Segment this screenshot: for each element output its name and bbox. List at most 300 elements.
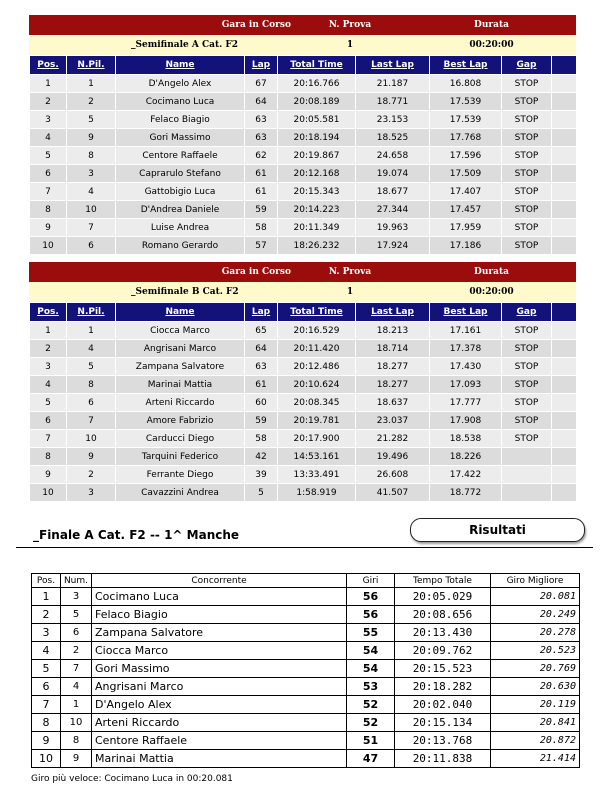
row-spacer — [552, 376, 577, 394]
row-total-time: 20:10.624 — [278, 376, 356, 394]
row-concorrente: Cocimano Luca — [92, 588, 347, 606]
row-num: 9 — [61, 750, 92, 768]
row-lap: 62 — [245, 147, 278, 165]
row-last-lap: 19.074 — [356, 165, 430, 183]
row-gap: STOP — [502, 183, 552, 201]
row-name: Felaco Biagio — [116, 111, 245, 129]
row-last-lap: 18.677 — [356, 183, 430, 201]
row-gap: STOP — [502, 376, 552, 394]
row-npil: 10 — [67, 430, 116, 448]
row-num: 4 — [61, 678, 92, 696]
row-best-lap: 17.768 — [430, 129, 502, 147]
col-name[interactable]: Name — [116, 303, 245, 322]
table-row — [30, 111, 577, 129]
durata-value: 00:20:00 — [469, 287, 514, 297]
table-row — [30, 237, 577, 255]
results-row — [32, 642, 580, 660]
table-row — [30, 165, 577, 183]
row-last-lap: 19.496 — [356, 448, 430, 466]
row-tempo-totale: 20:09.762 — [395, 642, 491, 660]
results-row — [32, 660, 580, 678]
col-best-lap[interactable]: Best Lap — [430, 56, 502, 75]
row-spacer — [552, 340, 577, 358]
row-total-time: 20:19.867 — [278, 147, 356, 165]
col-pos[interactable]: Pos. — [30, 56, 67, 75]
row-lap: 67 — [245, 75, 278, 93]
row-last-lap: 18.714 — [356, 340, 430, 358]
row-giri: 56 — [347, 606, 395, 624]
col-spacer — [552, 56, 577, 75]
results-row — [32, 714, 580, 732]
row-giri: 56 — [347, 588, 395, 606]
row-spacer — [552, 322, 577, 340]
prova-number: 1 — [346, 287, 354, 297]
col-npil[interactable]: N.Pil. — [67, 303, 116, 322]
row-name: Ferrante Diego — [116, 466, 245, 484]
row-concorrente: Angrisani Marco — [92, 678, 347, 696]
row-concorrente: Gori Massimo — [92, 660, 347, 678]
row-total-time: 14:53.161 — [278, 448, 356, 466]
row-total-time: 20:08.189 — [278, 93, 356, 111]
row-lap: 63 — [245, 129, 278, 147]
row-giro-migliore: 20.630 — [491, 678, 580, 696]
row-best-lap: 17.509 — [430, 165, 502, 183]
col-gap[interactable]: Gap — [502, 56, 552, 75]
row-giri: 55 — [347, 624, 395, 642]
durata-value: 00:20:00 — [469, 40, 514, 50]
section-divider — [16, 547, 593, 548]
row-pos: 7 — [32, 696, 61, 714]
race-info-bar — [29, 282, 576, 302]
table-row — [30, 394, 577, 412]
row-gap: STOP — [502, 111, 552, 129]
row-num: 1 — [61, 696, 92, 714]
row-lap: 61 — [245, 165, 278, 183]
row-concorrente: Marinai Mattia — [92, 750, 347, 768]
row-total-time: 1:58.919 — [278, 484, 356, 502]
col-total-time[interactable]: Total Time — [278, 56, 356, 75]
row-pos: 10 — [30, 484, 67, 502]
row-pos: 10 — [32, 750, 61, 768]
row-pos: 8 — [30, 448, 67, 466]
row-name: Centore Raffaele — [116, 147, 245, 165]
row-name: Cavazzini Andrea — [116, 484, 245, 502]
row-num: 3 — [61, 588, 92, 606]
row-num: 10 — [61, 714, 92, 732]
row-tempo-totale: 20:13.768 — [395, 732, 491, 750]
row-giri: 52 — [347, 714, 395, 732]
row-name: Cocimano Luca — [116, 93, 245, 111]
row-concorrente: Felaco Biagio — [92, 606, 347, 624]
row-best-lap: 17.457 — [430, 201, 502, 219]
row-giro-migliore: 20.278 — [491, 624, 580, 642]
col-spacer — [552, 303, 577, 322]
row-npil: 3 — [67, 165, 116, 183]
row-pos: 6 — [32, 678, 61, 696]
row-name: Gattobigio Luca — [116, 183, 245, 201]
row-lap: 58 — [245, 219, 278, 237]
col-name[interactable]: Name — [116, 56, 245, 75]
row-best-lap: 17.539 — [430, 93, 502, 111]
row-pos: 4 — [32, 642, 61, 660]
row-best-lap: 17.539 — [430, 111, 502, 129]
row-spacer — [552, 75, 577, 93]
row-lap: 65 — [245, 322, 278, 340]
row-gap: STOP — [502, 394, 552, 412]
row-giri: 54 — [347, 642, 395, 660]
row-name: Arteni Riccardo — [116, 394, 245, 412]
race-header-bar — [29, 262, 576, 282]
row-spacer — [552, 201, 577, 219]
results-row — [32, 750, 580, 768]
row-num: 5 — [61, 606, 92, 624]
row-total-time: 20:11.420 — [278, 340, 356, 358]
row-best-lap: 17.422 — [430, 466, 502, 484]
row-name: D'Andrea Daniele — [116, 201, 245, 219]
results-button[interactable]: Risultati — [410, 518, 585, 542]
col-concorrente: Concorrente — [92, 574, 347, 588]
row-lap: 61 — [245, 376, 278, 394]
col-giri: Giri — [347, 574, 395, 588]
row-spacer — [552, 394, 577, 412]
row-num: 2 — [61, 642, 92, 660]
prova-label: N. Prova — [328, 267, 372, 277]
row-num: 8 — [61, 732, 92, 750]
row-pos: 10 — [30, 237, 67, 255]
row-tempo-totale: 20:08.656 — [395, 606, 491, 624]
row-total-time: 20:16.766 — [278, 75, 356, 93]
row-gap: STOP — [502, 147, 552, 165]
row-lap: 59 — [245, 201, 278, 219]
row-last-lap: 21.282 — [356, 430, 430, 448]
table-row — [30, 183, 577, 201]
row-last-lap: 21.187 — [356, 75, 430, 93]
row-pos: 2 — [30, 340, 67, 358]
row-last-lap: 17.924 — [356, 237, 430, 255]
row-giri: 47 — [347, 750, 395, 768]
row-last-lap: 18.637 — [356, 394, 430, 412]
results-header-row — [32, 574, 580, 588]
row-gap: STOP — [502, 340, 552, 358]
row-pos: 9 — [32, 732, 61, 750]
row-total-time: 20:14.223 — [278, 201, 356, 219]
row-best-lap: 17.378 — [430, 340, 502, 358]
row-spacer — [552, 183, 577, 201]
table-row — [30, 93, 577, 111]
results-row — [32, 696, 580, 714]
finale-title: _Finale A Cat. F2 -- 1^ Manche — [33, 528, 240, 542]
row-giri: 54 — [347, 660, 395, 678]
row-gap: STOP — [502, 129, 552, 147]
prova-label: N. Prova — [328, 20, 372, 30]
row-npil: 8 — [67, 147, 116, 165]
row-pos: 2 — [32, 606, 61, 624]
row-tempo-totale: 20:13.430 — [395, 624, 491, 642]
row-giro-migliore: 20.081 — [491, 588, 580, 606]
row-name: Amore Fabrizio — [116, 412, 245, 430]
row-lap: 5 — [245, 484, 278, 502]
row-last-lap: 18.277 — [356, 358, 430, 376]
row-pos: 7 — [30, 183, 67, 201]
row-pos: 2 — [30, 93, 67, 111]
fastest-lap-note: Giro più veloce: Cocimano Luca in 00:20.081 — [31, 774, 233, 784]
row-last-lap: 23.037 — [356, 412, 430, 430]
row-total-time: 20:12.486 — [278, 358, 356, 376]
row-npil: 1 — [67, 322, 116, 340]
row-tempo-totale: 20:02.040 — [395, 696, 491, 714]
row-giro-migliore: 21.414 — [491, 750, 580, 768]
race-panel-semifinale-b — [29, 262, 576, 502]
table-header-row — [30, 56, 577, 75]
row-gap: STOP — [502, 412, 552, 430]
race-name: _Semifinale A Cat. F2 — [131, 40, 239, 50]
row-tempo-totale: 20:15.523 — [395, 660, 491, 678]
table-row — [30, 201, 577, 219]
row-gap: STOP — [502, 237, 552, 255]
row-spacer — [552, 165, 577, 183]
row-spacer — [552, 412, 577, 430]
col-total-time[interactable]: Total Time — [278, 303, 356, 322]
row-pos: 1 — [32, 588, 61, 606]
col-last-lap[interactable]: Last Lap — [356, 303, 430, 322]
row-npil: 6 — [67, 237, 116, 255]
row-total-time: 20:16.529 — [278, 322, 356, 340]
row-gap: STOP — [502, 93, 552, 111]
col-lap[interactable]: Lap — [245, 303, 278, 322]
table-row — [30, 448, 577, 466]
row-lap: 57 — [245, 237, 278, 255]
row-best-lap: 17.777 — [430, 394, 502, 412]
row-spacer — [552, 358, 577, 376]
row-concorrente: Zampana Salvatore — [92, 624, 347, 642]
row-num: 7 — [61, 660, 92, 678]
row-total-time: 18:26.232 — [278, 237, 356, 255]
row-last-lap: 26.608 — [356, 466, 430, 484]
row-pos: 5 — [32, 660, 61, 678]
row-npil: 2 — [67, 466, 116, 484]
table-row — [30, 147, 577, 165]
row-gap — [502, 448, 552, 466]
table-row — [30, 75, 577, 93]
results-row — [32, 606, 580, 624]
gara-label: Gara in Corso — [221, 267, 291, 277]
row-last-lap: 18.771 — [356, 93, 430, 111]
row-pos: 8 — [30, 201, 67, 219]
row-lap: 63 — [245, 111, 278, 129]
row-gap: STOP — [502, 430, 552, 448]
row-name: Carducci Diego — [116, 430, 245, 448]
row-gap: STOP — [502, 201, 552, 219]
row-giro-migliore: 20.872 — [491, 732, 580, 750]
row-total-time: 20:05.581 — [278, 111, 356, 129]
row-gap: STOP — [502, 219, 552, 237]
row-npil: 1 — [67, 75, 116, 93]
row-pos: 3 — [30, 111, 67, 129]
row-last-lap: 23.153 — [356, 111, 430, 129]
row-pos: 5 — [30, 394, 67, 412]
row-spacer — [552, 237, 577, 255]
row-npil: 4 — [67, 183, 116, 201]
col-pos[interactable]: Pos. — [30, 303, 67, 322]
row-giro-migliore: 20.841 — [491, 714, 580, 732]
row-name: Romano Gerardo — [116, 237, 245, 255]
table-row — [30, 466, 577, 484]
row-npil: 9 — [67, 448, 116, 466]
row-npil: 10 — [67, 201, 116, 219]
row-giro-migliore: 20.119 — [491, 696, 580, 714]
prova-number: 1 — [346, 40, 354, 50]
row-giri: 53 — [347, 678, 395, 696]
row-best-lap: 18.226 — [430, 448, 502, 466]
row-spacer — [552, 448, 577, 466]
row-total-time: 20:18.194 — [278, 129, 356, 147]
row-name: Tarquini Federico — [116, 448, 245, 466]
gara-label: Gara in Corso — [221, 20, 291, 30]
row-concorrente: D'Angelo Alex — [92, 696, 347, 714]
row-giro-migliore: 20.523 — [491, 642, 580, 660]
row-concorrente: Centore Raffaele — [92, 732, 347, 750]
row-lap: 39 — [245, 466, 278, 484]
row-npil: 7 — [67, 412, 116, 430]
row-name: Caprarulo Stefano — [116, 165, 245, 183]
row-pos: 3 — [32, 624, 61, 642]
row-best-lap: 17.407 — [430, 183, 502, 201]
table-header-row — [30, 303, 577, 322]
row-pos: 1 — [30, 322, 67, 340]
col-num: Num. — [61, 574, 92, 588]
row-npil: 5 — [67, 358, 116, 376]
row-num: 6 — [61, 624, 92, 642]
row-name: Angrisani Marco — [116, 340, 245, 358]
table-row — [30, 412, 577, 430]
row-best-lap: 17.161 — [430, 322, 502, 340]
row-last-lap: 18.213 — [356, 322, 430, 340]
row-gap: STOP — [502, 165, 552, 183]
row-best-lap: 17.908 — [430, 412, 502, 430]
row-total-time: 20:19.781 — [278, 412, 356, 430]
row-lap: 58 — [245, 430, 278, 448]
row-gap — [502, 466, 552, 484]
row-npil: 2 — [67, 93, 116, 111]
row-gap: STOP — [502, 75, 552, 93]
col-pos: Pos. — [32, 574, 61, 588]
row-concorrente: Ciocca Marco — [92, 642, 347, 660]
row-total-time: 13:33.491 — [278, 466, 356, 484]
row-pos: 6 — [30, 165, 67, 183]
row-pos: 4 — [30, 376, 67, 394]
col-last-lap[interactable]: Last Lap — [356, 56, 430, 75]
row-lap: 63 — [245, 358, 278, 376]
durata-label: Durata — [474, 20, 509, 30]
row-total-time: 20:08.345 — [278, 394, 356, 412]
row-pos: 6 — [30, 412, 67, 430]
row-npil: 4 — [67, 340, 116, 358]
row-npil: 7 — [67, 219, 116, 237]
row-name: Ciocca Marco — [116, 322, 245, 340]
race-info-bar — [29, 35, 576, 55]
col-best-lap[interactable]: Best Lap — [430, 303, 502, 322]
row-last-lap: 19.963 — [356, 219, 430, 237]
row-best-lap: 17.186 — [430, 237, 502, 255]
row-pos: 8 — [32, 714, 61, 732]
row-pos: 4 — [30, 129, 67, 147]
col-lap[interactable]: Lap — [245, 56, 278, 75]
row-concorrente: Arteni Riccardo — [92, 714, 347, 732]
table-row — [30, 430, 577, 448]
row-spacer — [552, 147, 577, 165]
row-pos: 5 — [30, 147, 67, 165]
results-row — [32, 624, 580, 642]
row-spacer — [552, 111, 577, 129]
row-best-lap: 16.808 — [430, 75, 502, 93]
row-lap: 64 — [245, 340, 278, 358]
table-row — [30, 322, 577, 340]
row-gap — [502, 484, 552, 502]
row-last-lap: 24.658 — [356, 147, 430, 165]
row-name: Zampana Salvatore — [116, 358, 245, 376]
row-spacer — [552, 219, 577, 237]
row-giri: 51 — [347, 732, 395, 750]
row-total-time: 20:17.900 — [278, 430, 356, 448]
row-gap: STOP — [502, 322, 552, 340]
row-pos: 1 — [30, 75, 67, 93]
row-best-lap: 17.093 — [430, 376, 502, 394]
col-tempo-totale: Tempo Totale — [395, 574, 491, 588]
row-best-lap: 18.772 — [430, 484, 502, 502]
row-last-lap: 41.507 — [356, 484, 430, 502]
row-npil: 6 — [67, 394, 116, 412]
col-npil[interactable]: N.Pil. — [67, 56, 116, 75]
col-giro-migliore: Giro Migliore — [491, 574, 580, 588]
row-name: Luise Andrea — [116, 219, 245, 237]
row-pos: 9 — [30, 219, 67, 237]
row-name: Marinai Mattia — [116, 376, 245, 394]
row-spacer — [552, 484, 577, 502]
results-row — [32, 678, 580, 696]
row-tempo-totale: 20:05.029 — [395, 588, 491, 606]
results-row — [32, 588, 580, 606]
row-giri: 52 — [347, 696, 395, 714]
row-npil: 9 — [67, 129, 116, 147]
row-best-lap: 18.538 — [430, 430, 502, 448]
row-gap: STOP — [502, 358, 552, 376]
row-total-time: 20:12.168 — [278, 165, 356, 183]
live-timing-table — [29, 55, 577, 255]
row-npil: 5 — [67, 111, 116, 129]
row-last-lap: 27.344 — [356, 201, 430, 219]
race-header-bar — [29, 15, 576, 35]
row-spacer — [552, 430, 577, 448]
row-pos: 3 — [30, 358, 67, 376]
row-name: D'Angelo Alex — [116, 75, 245, 93]
row-lap: 61 — [245, 183, 278, 201]
table-row — [30, 129, 577, 147]
row-lap: 42 — [245, 448, 278, 466]
row-pos: 7 — [30, 430, 67, 448]
col-gap[interactable]: Gap — [502, 303, 552, 322]
durata-label: Durata — [474, 267, 509, 277]
row-pos: 9 — [30, 466, 67, 484]
row-lap: 59 — [245, 412, 278, 430]
row-lap: 60 — [245, 394, 278, 412]
row-spacer — [552, 93, 577, 111]
table-row — [30, 340, 577, 358]
race-panel-semifinale-a — [29, 15, 576, 255]
row-last-lap: 18.277 — [356, 376, 430, 394]
row-best-lap: 17.430 — [430, 358, 502, 376]
row-best-lap: 17.596 — [430, 147, 502, 165]
row-best-lap: 17.959 — [430, 219, 502, 237]
